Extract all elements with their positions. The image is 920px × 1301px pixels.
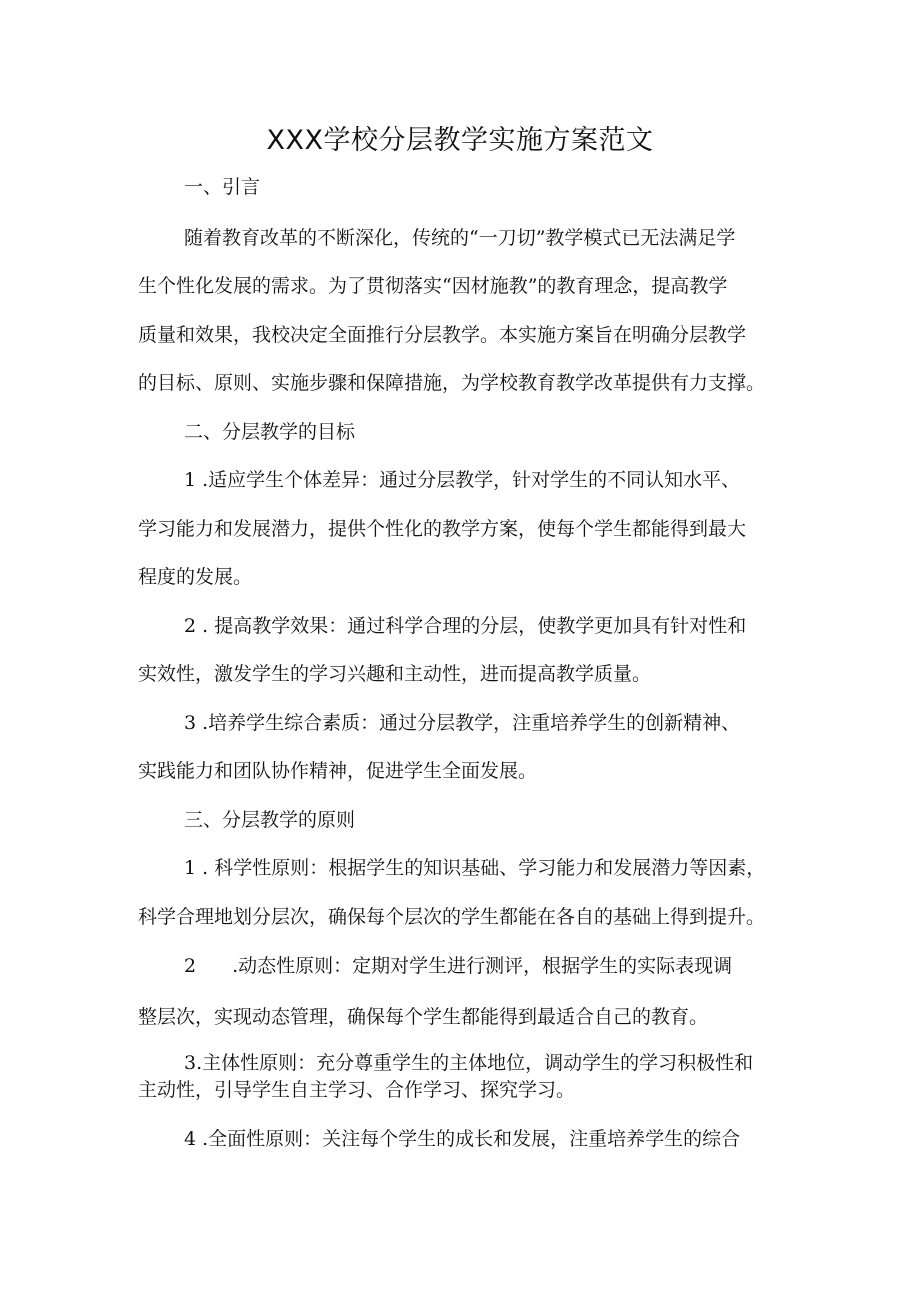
paragraph-line: 生个性化发展的需求。为了贯彻落实“因材施教”的教育理念，提高教学 xyxy=(138,275,728,297)
paragraph-line: 学习能力和发展潜力，提供个性化的教学方案，使每个学生都能得到最大 xyxy=(138,518,747,540)
section-heading-intro: 一、引言 xyxy=(184,176,261,198)
paragraph-line: 实践能力和团队协作精神，促进学生全面发展。 xyxy=(138,760,538,782)
paragraph-line: 程度的发展。 xyxy=(138,566,253,588)
principle-item-4: 4 .全面性原则：关注每个学生的成长和发展，注重培养学生的综合 xyxy=(184,1128,741,1150)
section-heading-principles: 三、分层教学的原则 xyxy=(184,809,356,831)
paragraph-line: 随着教育改革的不断深化，传统的“一刀切”教学模式已无法满足学 xyxy=(184,227,736,249)
paragraph-line: 科学合理地划分层次，确保每个层次的学生都能在各自的基础上得到提升。 xyxy=(138,906,766,928)
paragraph-line: 的目标、原则、实施步骤和保障措施，为学校教育教学改革提供有力支撑。 xyxy=(138,372,766,394)
document-title: XXX学校分层教学实施方案范文 xyxy=(266,125,654,156)
principle-item-2 xyxy=(184,953,920,979)
section-heading-goals: 二、分层教学的目标 xyxy=(184,421,356,443)
principle-item-3: 3.主体性原则：充分尊重学生的主体地位，调动学生的学习积极性和 xyxy=(184,1052,754,1074)
goal-item-2: 2 . 提高教学效果：通过科学合理的分层，使教学更加具有针对性和 xyxy=(184,615,747,637)
goal-item-1: 1 .适应学生个体差异：通过分层教学，针对学生的不同认知水平、 xyxy=(184,469,741,491)
goal-item-3: 3 .培养学生综合素质：通过分层教学，注重培养学生的创新精神、 xyxy=(184,712,741,734)
principle-number: 2 xyxy=(184,955,197,977)
paragraph-line: 整层次，实现动态管理，确保每个学生都能得到最适合自己的教育。 xyxy=(138,1006,709,1028)
principle-item-1: 1 . 科学性原则：根据学生的知识基础、学习能力和发展潜力等因素， xyxy=(184,857,766,879)
paragraph-line: 质量和效果，我校决定全面推行分层教学。本实施方案旨在明确分层教学 xyxy=(138,324,747,346)
paragraph-line: 主动性，引导学生自主学习、合作学习、探究学习。 xyxy=(138,1079,576,1101)
principle-text: .动态性原则：定期对学生进行测评，根据学生的实际表现调 xyxy=(232,955,733,977)
paragraph-line: 实效性，激发学生的学习兴趣和主动性，进而提高教学质量。 xyxy=(138,663,652,685)
